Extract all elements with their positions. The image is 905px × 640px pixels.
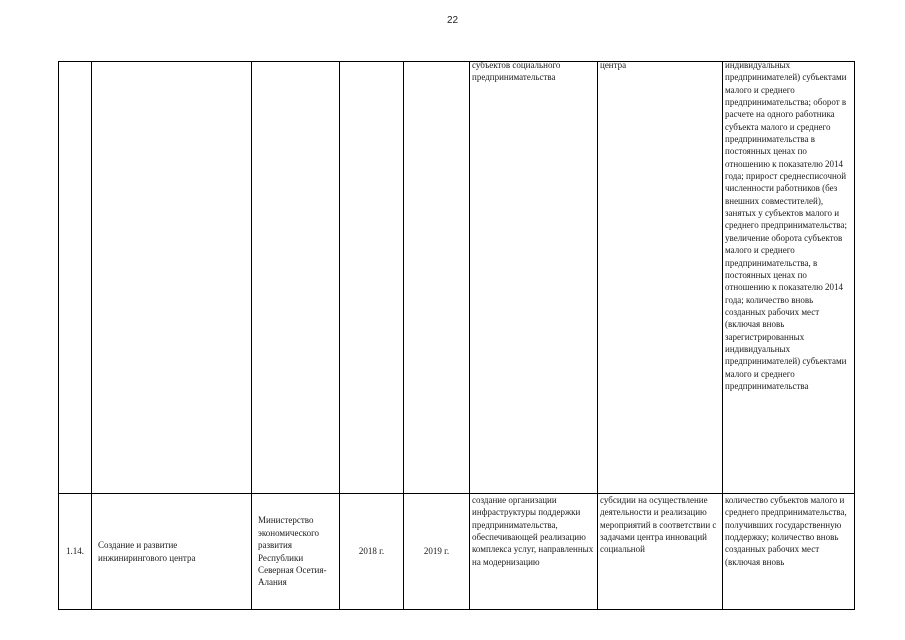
cell-start-date: 2018 г. [340,494,404,610]
table-row [59,494,855,610]
cell-indicators: индивидуальных предпринимателей) субъектами малого и среднего предпринимательства; оборот в расчете на одного работника субъекта малого и среднего предпринимательства в постоянных ценах по отношению к показателю 2014 года; прирост среднесписочной численности работников (без внешних совместителей), занятых у субъектов малого и среднего предпринимательства; увеличение оборота субъектов малого и среднего предпринимательства, в постоянных ценах по отношению к показателю 2014 года; количество вновь созданных рабочих мест (включая вновь зарегистрированных индивидуальных предпринимателей) субъектами малого и среднего предпринимательства [723,62,855,494]
cell-start-date [340,62,404,494]
cell-end-date: 2019 г. [404,494,470,610]
cell-expected-result: субъектов социального предпринимательства [470,62,598,494]
measures-table [58,61,855,610]
cell-executor: Министерство экономического развития Республики Северная Осетия-Алания [252,494,340,610]
cell-executor [252,62,340,494]
cell-end-date [404,62,470,494]
table-row [59,62,855,494]
cell-measure-name [92,62,252,494]
cell-indicators: количество субъектов малого и среднего предпринимательства, получивших государственную поддержку; количество вновь созданных рабочих мест (включая вновь [723,494,855,610]
cell-measure-name: Создание и развитие инжинирингового центра [92,494,252,610]
page-number: 22 [446,15,459,26]
cell-description: субсидии на осуществление деятельности и реализацию мероприятий в соответствии с задачами центра инноваций социальной [598,494,723,610]
cell-number [59,62,92,494]
cell-number: 1.14. [59,494,92,610]
cell-expected-result: создание организации инфраструктуры поддержки предпринимательства, обеспечивающей реализацию комплекса услуг, направленных на модернизацию [470,494,598,610]
cell-description: центра [598,62,723,494]
